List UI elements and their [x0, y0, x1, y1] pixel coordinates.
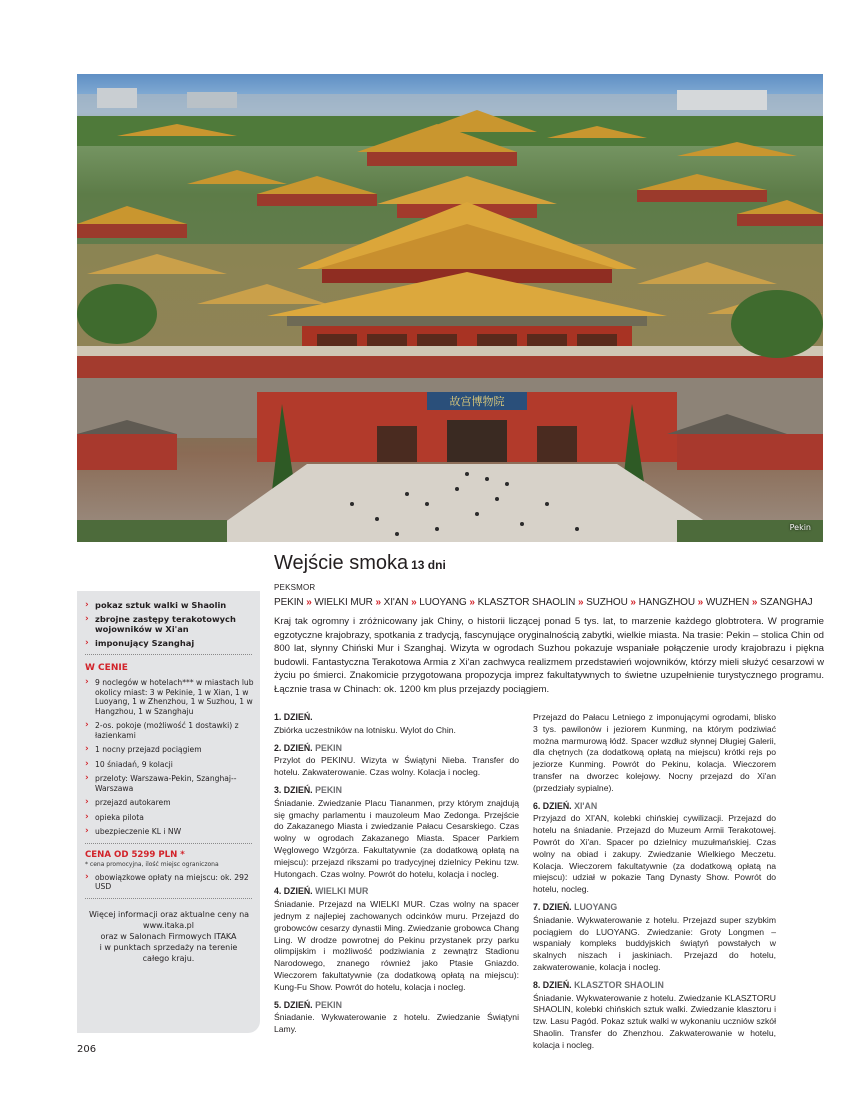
route-separator: » [469, 597, 475, 608]
trip-intro: Kraj tak ogromny i zróżnicowany jak Chiny, o historii liczącej ponad 5 tys. lat, to marzenie każdego globtrotera. W programie egzotyczne krajobrazy, spotkania z tradycją, fascynujące oryginalnością zabytki, wielkie miasta. Na trasie: Pekin – stolica Chin od 800 lat, słynny Chiński Mur i Szanghaj. Wizyta w ogrodach Suzhou pokazuje wspaniałe połączenie urody krajobrazu i piękna budowli. Fantastyczna Terakotowa Armia z Xi'an zachwyca realizmem przedstawień wojowników, którzy mieli służyć cesarzowi w życiu po śmierci. Znakomicie przygotowana propozycja imprez fakultatywnych to świetne uzupełnienie turystycznego programu. Łącznie trasa w Chinach: ok. 1200 km plus przejazdy pociągiem. [274, 616, 824, 695]
included-text: 1 nocny przejazd pociągiem [95, 745, 202, 754]
day-heading [274, 785, 519, 797]
info-line: www.itaka.pl [143, 920, 194, 930]
day-place: PEKIN [315, 784, 342, 795]
route-stop: LUOYANG [419, 597, 467, 608]
highlight-item [85, 638, 254, 648]
day-heading [533, 980, 776, 992]
highlight-text: imponujący Szanghaj [95, 638, 195, 648]
itinerary-day [274, 712, 519, 737]
photo-caption: Pekin [789, 523, 811, 532]
included-item [85, 827, 254, 837]
route-stop: SZANGHAJ [759, 597, 813, 608]
arrow-icon: › [85, 744, 89, 754]
forbidden-city-illustration [77, 74, 823, 542]
day-number: 4. DZIEŃ. [274, 886, 313, 897]
included-item [85, 798, 254, 808]
day-heading [533, 801, 776, 813]
route-separator: » [306, 597, 312, 608]
sidebar-info-box [77, 591, 260, 1033]
divider [85, 654, 252, 655]
day-description: Przejazd do Pałacu Letniego z imponującymi ogrodami, blisko 3 tys. pawilonów i jeziorem Kunming, na którym podziwiać można marmurową łódź. Spacer wzdłuż słynnej Długiej Galerii, dla chętnych (za dodatkową opłatą na miejscu) krótki rejs po jeziorze Kunming. Powrót do Pekinu, kolacja. Wieczorem transfer na dworzec kolejowy. Nocny przejazd do Xi'an (przedziały sypialne). [533, 712, 776, 793]
itinerary-day [533, 712, 776, 795]
highlight-item [85, 614, 254, 634]
info-line: Więcej informacji oraz aktualne ceny na [89, 909, 250, 919]
highlight-item [85, 600, 254, 610]
arrow-icon: › [85, 720, 89, 730]
day-place: WIELKI MUR [315, 886, 369, 897]
trip-duration: 13 dni [411, 558, 446, 572]
day-heading [274, 886, 519, 898]
arrow-icon: › [85, 773, 89, 783]
trip-title-line [274, 551, 834, 577]
trip-header [274, 551, 834, 608]
route-stop: XI'AN [383, 597, 409, 608]
day-number: 6. DZIEŃ. [533, 800, 572, 811]
arrow-icon: › [85, 826, 89, 836]
day-place: XI'AN [574, 800, 598, 811]
photo-forbidden-city [77, 74, 823, 542]
route-separator: » [751, 597, 758, 608]
arrow-icon: › [85, 871, 89, 882]
included-item [85, 745, 254, 755]
route-separator: » [411, 597, 417, 608]
included-item [85, 721, 254, 740]
day-description: Śniadanie. Zwiedzanie Placu Tiananmen, przy którym znajdują się gmachy parlamentu i mauzoleum Mao Zedonga. Przejście do Zakazanego Miasta i zwiedzanie Pałacu Cesarskiego. Czas wolny w ogrodach Zakazanego Miasta. Spacer Parkiem Węglowego Wzgórza. Fakultatywnie (za dodatkową opłatą na miejscu): przejazd rikszami po tradycyjnej dzielnicy Pekinu tzw. Hutongach. Czas wolny. Powrót do hotelu, kolacja i nocleg. [274, 797, 519, 879]
day-number: 3. DZIEŃ. [274, 784, 313, 795]
day-description: Przylot do PEKINU. Wizyta w Świątyni Nieba. Transfer do hotelu. Zakwaterowanie. Czas wolny. Kolacja i nocleg. [274, 755, 519, 778]
gate-sign-text: 故宫博物院 [449, 395, 505, 408]
day-description: Przyjazd do XI'AN, kolebki chińskiej cywilizacji. Przejazd do hotelu na śniadanie. Przejazd do Muzeum Armii Terakotowej. Powrót do Xi'an. Spacer po dzielnicy muzułmańskiej. Czas wolny na obiad i zakupy. Zwiedzanie Wielkiego Meczetu. Kolacja. Wieczorem fakultatywnie (za dodatkową opłatą na miejscu): udział w pokazie Tang Dynasty Show. Powrót do hotelu, nocleg. [533, 813, 776, 895]
highlight-text: pokaz sztuk walki w Shaolin [95, 600, 227, 610]
day-place: PEKIN [315, 742, 342, 753]
divider [85, 898, 252, 899]
day-description: Śniadanie. Wykwaterowanie z hotelu. Zwiedzanie Świątyni Lamy. [274, 1012, 519, 1035]
arrow-icon: › [85, 758, 89, 769]
info-line: i w punktach sprzedaży na terenie [99, 942, 238, 952]
day-place: KLASZTOR SHAOLIN [574, 979, 664, 990]
included-text: 9 noclegów w hotelach*** w miastach lub okolicy miast: 3 w Pekinie, 1 w Xian, 1 w Luoyang, 1 w Zhenzhou, 1 w Suzhou, 1 w Hangzhou, 1 w Szanghaju [95, 678, 254, 716]
itinerary-day [533, 980, 776, 1052]
included-title: W CENIE [85, 663, 128, 673]
itinerary-day [274, 886, 519, 993]
day-description: Zbiórka uczestników na lotnisku. Wylot do Chin. [274, 724, 456, 735]
day-place: PEKIN [315, 999, 342, 1010]
itinerary-day [533, 801, 776, 896]
route-stop: HANGZHOU [638, 597, 695, 608]
day-heading [274, 712, 519, 724]
route-separator: » [697, 597, 704, 608]
day-heading [274, 743, 519, 755]
info-line: całego kraju. [142, 953, 195, 963]
itinerary-day [274, 743, 519, 779]
included-item [85, 760, 254, 770]
extra-fees-list [85, 873, 254, 892]
trip-route [274, 597, 834, 608]
trip-code: PEKSMOR [274, 583, 316, 592]
included-text: 2-os. pokoje (możliwość 1 dostawki) z łazienkami [95, 721, 239, 740]
extra-fees: obowiązkowe opłaty na miejscu: ok. 292 USD [95, 872, 249, 891]
price-note: * cena promocyjna, ilość miejsc ograniczona [85, 860, 219, 868]
route-stop: SUZHOU [586, 597, 628, 608]
day-heading [533, 902, 776, 914]
trip-title: Wejście smoka [274, 552, 409, 574]
arrow-icon: › [85, 614, 89, 624]
day-number: 5. DZIEŃ. [274, 999, 313, 1010]
day-number: 8. DZIEŃ. [533, 979, 572, 990]
highlights-list [85, 600, 254, 648]
day-heading [274, 1000, 519, 1012]
route-separator: » [630, 597, 636, 608]
arrow-icon: › [85, 811, 89, 822]
arrow-icon: › [85, 797, 89, 807]
arrow-icon: › [85, 638, 89, 648]
arrow-icon: › [85, 600, 89, 610]
day-description: Śniadanie. Wykwaterowanie z hotelu. Zwiedzanie KLASZTORU SHAOLIN, kolebki chińskich sztuk walki. Zwiedzanie klasztoru i tzw. Lasu Pagód. Pokaz sztuk walki w wykonaniu uczniów szkół Shaolin. Transfer do Zhenzhou. Zakwaterowanie w hotelu, kolacja i nocleg. [533, 992, 776, 1050]
included-text: przejazd autokarem [95, 798, 171, 807]
itinerary-day [274, 1000, 519, 1036]
list-item [85, 873, 254, 892]
day-description: Śniadanie. Wykwaterowanie z hotelu. Przejazd super szybkim pociągiem do LUOYANG. Zwiedzanie: Groty Longmen – wspaniały kompleks buddyjskich świątyń powstałych w skalnych niszach i jaskiniach. Przejazd do hotelu, zakwaterowanie, kolacja i nocleg. [533, 914, 776, 972]
itinerary-day [533, 902, 776, 974]
arrow-icon: › [85, 677, 89, 687]
included-text: przeloty: Warszawa-Pekin, Szanghaj--Warszawa [95, 774, 237, 793]
price-title: CENA OD 5299 PLN * [85, 849, 185, 860]
included-text: ubezpieczenie KL i NW [95, 827, 182, 836]
divider [85, 843, 252, 844]
day-place: LUOYANG [574, 901, 618, 912]
route-stop: PEKIN [274, 597, 304, 608]
highlight-text: zbrojne zastępy terakotowych wojowników w Xi'an [95, 614, 236, 634]
route-stop: KLASZTOR SHAOLIN [477, 597, 576, 608]
route-separator: » [375, 597, 381, 608]
route-separator: » [577, 597, 584, 608]
included-text: 10 śniadań, 9 kolacji [95, 759, 173, 769]
route-stop: WUZHEN [705, 597, 750, 608]
day-number: 2. DZIEŃ. [274, 742, 313, 753]
itinerary-column-right [533, 712, 776, 1058]
included-item [85, 813, 254, 823]
day-number: 7. DZIEŃ. [533, 901, 572, 912]
itinerary-column-left [274, 712, 519, 1042]
included-item [85, 678, 254, 716]
day-description: Śniadanie. Przejazd na WIELKI MUR. Czas wolny na spacer jednym z najlepiej zachowanych odcinków muru. Przejazd do grobowców cesarzy dynastii Ming. Zwiedzanie grobowca Chang Ling. W drodze powrotnej do Pekinu przystanek przy parku olimpijskim i możliwość podziwiania z zewnątrz Stadionu Narodowego, znanego również jako Ptasie Gniazdo. Wieczorem fakultatywnie (za dodatkową opłatą na miejscu): Kung-Fu Show. Powrót do hotelu, kolacja i nocleg. [274, 899, 519, 992]
day-number: 1. DZIEŃ. [274, 712, 313, 722]
included-list [85, 678, 254, 837]
included-text: opieka pilota [95, 812, 144, 822]
route-stop: WIELKI MUR [314, 597, 373, 608]
page-number: 206 [77, 1044, 97, 1055]
more-info [89, 909, 248, 964]
itinerary-day [274, 785, 519, 880]
included-item [85, 774, 254, 793]
info-line: oraz w Salonach Firmowych ITAKA [100, 931, 237, 941]
